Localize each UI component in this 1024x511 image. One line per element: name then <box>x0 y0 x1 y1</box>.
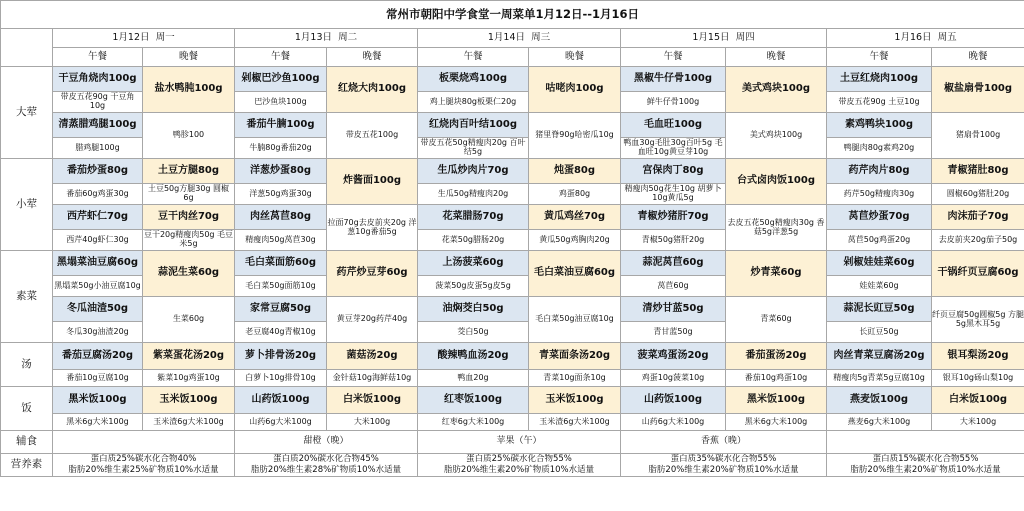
lunch-dish: 黑米饭100g <box>53 387 143 414</box>
dinner-dish: 药芹炒豆芽60g <box>327 251 418 297</box>
dinner-dish: 红烧大肉100g <box>327 67 418 113</box>
dinner-dish: 青椒猪肚80g <box>932 159 1024 184</box>
lunch-ingredients: 山药6g大米100g <box>621 414 726 431</box>
dinner-ingredients: 毛白菜50g油豆腐10g <box>529 297 621 343</box>
meal-lunch-label: 午餐 <box>53 48 143 67</box>
dinner-ingredients: 番茄10g鸡蛋10g <box>726 370 827 387</box>
lunch-ingredients: 娃娃菜60g <box>827 276 932 297</box>
lunch-ingredients: 鲜牛仔骨100g <box>621 92 726 113</box>
lunch-ingredients: 茭白50g <box>418 322 529 343</box>
lunch-dish: 菠菜鸡蛋汤20g <box>621 343 726 370</box>
dinner-dish: 椒盐扇骨100g <box>932 67 1024 113</box>
lunch-dish: 番茄牛腩100g <box>235 113 327 138</box>
meal-lunch-label: 午餐 <box>235 48 327 67</box>
day-header <box>621 29 827 48</box>
lunch-ingredients: 鸭腿肉80g素鸡20g <box>827 138 932 159</box>
meal-lunch-label: 午餐 <box>827 48 932 67</box>
day-weekday: 周五 <box>937 32 957 44</box>
dinner-dish: 玉米饭100g <box>529 387 621 414</box>
day-weekday: 周二 <box>338 32 358 44</box>
lunch-ingredients: 带皮五花90g 干豆角10g <box>53 92 143 113</box>
snack-item: 苹果（午） <box>418 431 621 454</box>
dinner-ingredients: 纤页豆腐50g圆椒5g 方腿5g黑木耳5g <box>932 297 1024 343</box>
nutrition-info <box>418 454 621 477</box>
lunch-dish: 家常豆腐50g <box>235 297 327 322</box>
day-date: 1月15日 <box>692 32 730 44</box>
nutrition-line-2: 脂肪20%维生素28%矿物质10%水适量 <box>250 465 402 475</box>
lunch-ingredients: 生瓜50g精瘦肉20g <box>418 184 529 205</box>
dinner-dish: 土豆方腿80g <box>143 159 235 184</box>
day-date: 1月13日 <box>294 32 333 44</box>
dinner-ingredients: 玉米渣6g大米100g <box>143 414 235 431</box>
dinner-ingredients: 豆干20g精瘦肉50g 毛豆米5g <box>143 230 235 251</box>
lunch-dish: 花菜腊肠70g <box>418 205 529 230</box>
lunch-ingredients: 燕麦6g大米100g <box>827 414 932 431</box>
lunch-ingredients: 精瘦肉50g花生10g 胡萝卜10g黄瓜5g <box>621 184 726 205</box>
dinner-dish: 青菜面条汤20g <box>529 343 621 370</box>
dinner-dish: 肉沫茄子70g <box>932 205 1024 230</box>
lunch-dish: 宫保肉丁80g <box>621 159 726 184</box>
lunch-ingredients: 鸡蛋10g菠菜10g <box>621 370 726 387</box>
lunch-dish: 酸辣鸭血汤20g <box>418 343 529 370</box>
dinner-dish: 番茄蛋汤20g <box>726 343 827 370</box>
meal-dinner-label: 晚餐 <box>529 48 621 67</box>
dinner-dish: 干锅纤页豆腐60g <box>932 251 1024 297</box>
lunch-dish: 肉丝青菜豆腐汤20g <box>827 343 932 370</box>
lunch-ingredients: 带皮五花90g 土豆10g <box>827 92 932 113</box>
dinner-dish: 炖蛋80g <box>529 159 621 184</box>
lunch-ingredients: 番茄60g鸡蛋30g <box>53 184 143 205</box>
dinner-dish: 蒜泥生菜60g <box>143 251 235 297</box>
nutrition-info <box>53 454 235 477</box>
lunch-ingredients: 黑米6g大米100g <box>53 414 143 431</box>
lunch-ingredients: 巴沙鱼块100g <box>235 92 327 113</box>
dinner-dish: 白米饭100g <box>327 387 418 414</box>
lunch-ingredients: 洋葱50g鸡蛋30g <box>235 184 327 205</box>
category-rice: 饭 <box>1 387 53 431</box>
dinner-dish: 紫菜蛋花汤20g <box>143 343 235 370</box>
lunch-ingredients: 牛腩80g番茄20g <box>235 138 327 159</box>
nutrition-line-2: 脂肪20%维生素25%矿物质10%水适量 <box>68 465 219 475</box>
day-date: 1月14日 <box>487 32 526 44</box>
lunch-ingredients: 莴苣60g <box>621 276 726 297</box>
lunch-dish: 剁椒娃娃菜60g <box>827 251 932 276</box>
nutrition-line-1: 蛋白质25%碳水化合物55% <box>466 454 572 465</box>
dinner-ingredients: 鸭胗100 <box>143 113 235 159</box>
dinner-dish: 银耳梨汤20g <box>932 343 1024 370</box>
lunch-dish: 莴苣炒蛋70g <box>827 205 932 230</box>
dinner-dish: 白米饭100g <box>932 387 1024 414</box>
dinner-ingredients: 土豆50g方腿30g 圆椒6g <box>143 184 235 205</box>
day-weekday: 周四 <box>735 32 755 44</box>
meal-dinner-label: 晚餐 <box>327 48 418 67</box>
dinner-ingredients: 金针菇10g海鲜菇10g <box>327 370 418 387</box>
dinner-dish: 豆干肉丝70g <box>143 205 235 230</box>
lunch-ingredients: 白萝卜10g排骨10g <box>235 370 327 387</box>
lunch-dish: 生瓜炒肉片70g <box>418 159 529 184</box>
day-date: 1月12日 <box>112 32 150 44</box>
lunch-ingredients: 青椒50g猪肝20g <box>621 230 726 251</box>
nutrition-line-1: 蛋白质25%碳水化合物40% <box>90 454 197 465</box>
dinner-dish: 炸酱面100g <box>327 159 418 205</box>
dinner-ingredients: 黄豆芽20g药芹40g <box>327 297 418 343</box>
dinner-ingredients: 去皮前夹20g茄子50g <box>932 230 1024 251</box>
category-snack: 辅食 <box>1 431 53 454</box>
lunch-dish: 清蒸腊鸡腿100g <box>53 113 143 138</box>
dinner-dish: 黑米饭100g <box>726 387 827 414</box>
nutrition-line-2: 脂肪20%维生素20%矿物质10%水适量 <box>850 465 1001 475</box>
category-small: 小荤 <box>1 159 53 251</box>
dinner-ingredients: 银耳10g砀山梨10g <box>932 370 1024 387</box>
lunch-dish: 黑椒牛仔骨100g <box>621 67 726 92</box>
lunch-dish: 番茄炒蛋80g <box>53 159 143 184</box>
day-header <box>53 29 235 48</box>
lunch-dish: 黑塌菜油豆腐60g <box>53 251 143 276</box>
lunch-ingredients: 西芹40g虾仁30g <box>53 230 143 251</box>
nutrition-line-1: 蛋白质20%碳水化合物45% <box>273 454 379 465</box>
dinner-dish: 台式卤肉饭100g <box>726 159 827 205</box>
dinner-dish: 黄瓜鸡丝70g <box>529 205 621 230</box>
lunch-dish: 毛血旺100g <box>621 113 726 138</box>
dinner-ingredients: 大米100g <box>327 414 418 431</box>
lunch-ingredients: 精瘦肉50g莴苣30g <box>235 230 327 251</box>
dinner-ingredients: 带皮五花100g <box>327 113 418 159</box>
snack-item: 甜橙（晚） <box>235 431 418 454</box>
lunch-ingredients: 鸭血20g <box>418 370 529 387</box>
lunch-ingredients: 毛白菜50g面筋10g <box>235 276 327 297</box>
dinner-ingredients: 黄瓜50g鸡胸肉20g <box>529 230 621 251</box>
corner-cell <box>1 29 53 67</box>
dinner-dish: 美式鸡块100g <box>726 67 827 113</box>
lunch-ingredients: 精瘦肉5g青菜5g豆腐10g <box>827 370 932 387</box>
lunch-dish: 冬瓜油渣50g <box>53 297 143 322</box>
lunch-dish: 萝卜排骨汤20g <box>235 343 327 370</box>
lunch-ingredients: 鸭血30g毛肚30g百叶5g 毛血旺10g黄豆芽10g <box>621 138 726 159</box>
dinner-ingredients: 猪里脊90g哈密瓜10g <box>529 113 621 159</box>
lunch-dish: 板栗烧鸡100g <box>418 67 529 92</box>
dinner-ingredients: 玉米渣6g大米100g <box>529 414 621 431</box>
lunch-dish: 青椒炒猪肝70g <box>621 205 726 230</box>
dinner-dish: 毛白菜油豆腐60g <box>529 251 621 297</box>
lunch-ingredients: 鸡上腿块80g板栗仁20g <box>418 92 529 113</box>
lunch-ingredients: 山药6g大米100g <box>235 414 327 431</box>
dinner-ingredients: 青菜10g面条10g <box>529 370 621 387</box>
lunch-dish: 洋葱炒蛋80g <box>235 159 327 184</box>
dinner-dish: 炒青菜60g <box>726 251 827 297</box>
nutrition-line-1: 蛋白质35%碳水化合物55% <box>670 454 777 465</box>
nutrition-line-2: 脂肪20%维生素20%矿物质10%水适量 <box>443 465 595 475</box>
page-title: 常州市朝阳中学食堂一周菜单1月12日--1月16日 <box>1 1 1024 29</box>
lunch-dish: 肉丝莴苣80g <box>235 205 327 230</box>
lunch-ingredients: 长豇豆50g <box>827 322 932 343</box>
snack-item: 香蕉（晚） <box>621 431 827 454</box>
lunch-ingredients: 冬瓜30g油渣20g <box>53 322 143 343</box>
lunch-ingredients: 黑塌菜50g小油豆腐10g <box>53 276 143 297</box>
lunch-ingredients: 花菜50g腊肠20g <box>418 230 529 251</box>
lunch-ingredients: 菠菜50g皮蛋5g皮5g <box>418 276 529 297</box>
lunch-dish: 西芹虾仁70g <box>53 205 143 230</box>
lunch-ingredients: 番茄10g豆腐10g <box>53 370 143 387</box>
dinner-dish: 咕咾肉100g <box>529 67 621 113</box>
meal-lunch-label: 午餐 <box>418 48 529 67</box>
day-header <box>418 29 621 48</box>
nutrition-info <box>827 454 1024 477</box>
lunch-dish: 毛白菜面筋60g <box>235 251 327 276</box>
snack-item <box>53 431 235 454</box>
dinner-ingredients: 圆椒60g猪肚20g <box>932 184 1024 205</box>
lunch-dish: 蒜泥长豇豆50g <box>827 297 932 322</box>
day-header <box>827 29 1024 48</box>
category-veg: 素菜 <box>1 251 53 343</box>
category-big: 大荤 <box>1 67 53 159</box>
day-weekday: 周三 <box>531 32 551 44</box>
meal-lunch-label: 午餐 <box>621 48 726 67</box>
lunch-dish: 红烧肉百叶结100g <box>418 113 529 138</box>
day-date: 1月16日 <box>894 32 932 44</box>
lunch-ingredients: 莴苣50g鸡蛋20g <box>827 230 932 251</box>
snack-item <box>827 431 1024 454</box>
lunch-dish: 药芹肉片80g <box>827 159 932 184</box>
lunch-dish: 山药饭100g <box>235 387 327 414</box>
lunch-dish: 素鸡鸭块100g <box>827 113 932 138</box>
lunch-dish: 清炒甘蓝50g <box>621 297 726 322</box>
nutrition-line-2: 脂肪20%维生素20%矿物质10%水适量 <box>648 465 799 475</box>
nutrition-info <box>235 454 418 477</box>
lunch-dish: 上汤菠菜60g <box>418 251 529 276</box>
category-nutrition: 营养素 <box>1 454 53 477</box>
lunch-ingredients: 老豆腐40g青椒10g <box>235 322 327 343</box>
day-header <box>235 29 418 48</box>
dinner-ingredients: 紫菜10g鸡蛋10g <box>143 370 235 387</box>
dinner-ingredients: 去皮五花50g精瘦肉30g 香菇5g洋葱5g <box>726 205 827 251</box>
lunch-ingredients: 腊鸡腿100g <box>53 138 143 159</box>
dinner-ingredients: 青菜60g <box>726 297 827 343</box>
meal-dinner-label: 晚餐 <box>932 48 1024 67</box>
dinner-ingredients: 鸡蛋80g <box>529 184 621 205</box>
lunch-dish: 油焖茭白50g <box>418 297 529 322</box>
category-soup: 汤 <box>1 343 53 387</box>
dinner-dish: 玉米饭100g <box>143 387 235 414</box>
dinner-ingredients: 猪扇骨100g <box>932 113 1024 159</box>
lunch-dish: 红枣饭100g <box>418 387 529 414</box>
lunch-dish: 干豆角烧肉100g <box>53 67 143 92</box>
dinner-dish: 盐水鸭肫100g <box>143 67 235 113</box>
lunch-dish: 土豆红烧肉100g <box>827 67 932 92</box>
lunch-dish: 山药饭100g <box>621 387 726 414</box>
nutrition-line-1: 蛋白质15%碳水化合物55% <box>872 454 979 465</box>
lunch-dish: 番茄豆腐汤20g <box>53 343 143 370</box>
lunch-dish: 剁椒巴沙鱼100g <box>235 67 327 92</box>
dinner-ingredients: 黑米6g大米100g <box>726 414 827 431</box>
lunch-ingredients: 药芹50g精瘦肉30g <box>827 184 932 205</box>
lunch-dish: 燕麦饭100g <box>827 387 932 414</box>
dinner-ingredients: 拉面70g去皮前夹20g 洋葱10g番茄5g <box>327 205 418 251</box>
dinner-ingredients: 大米100g <box>932 414 1024 431</box>
day-weekday: 周一 <box>155 32 175 44</box>
lunch-ingredients: 带皮五花50g精瘦肉20g 百叶结5g <box>418 138 529 159</box>
nutrition-info <box>621 454 827 477</box>
lunch-ingredients: 红枣6g大米100g <box>418 414 529 431</box>
dinner-dish: 菌菇汤20g <box>327 343 418 370</box>
meal-dinner-label: 晚餐 <box>143 48 235 67</box>
lunch-dish: 蒜泥莴苣60g <box>621 251 726 276</box>
dinner-ingredients: 生菜60g <box>143 297 235 343</box>
meal-dinner-label: 晚餐 <box>726 48 827 67</box>
lunch-ingredients: 青甘蓝50g <box>621 322 726 343</box>
dinner-ingredients: 美式鸡块100g <box>726 113 827 159</box>
